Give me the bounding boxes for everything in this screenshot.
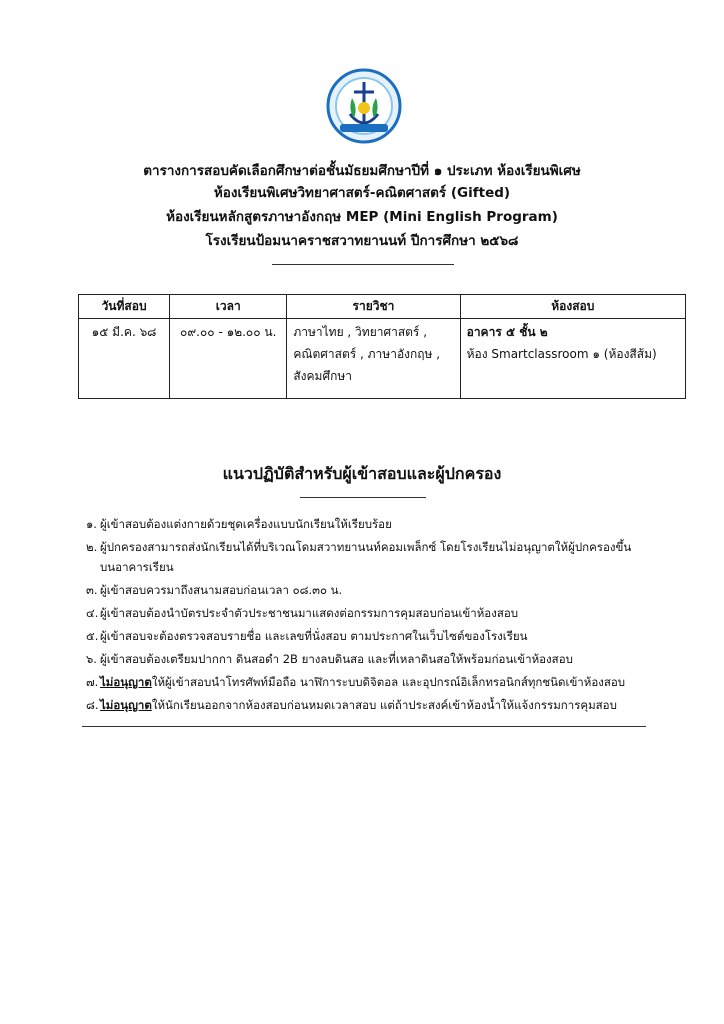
room-name: ห้อง Smartclassroom ๑ (ห้องสีส้ม) xyxy=(466,347,657,361)
header-room: ห้องสอบ xyxy=(460,295,685,319)
subject-line: ภาษาไทย , วิทยาศาสตร์ , xyxy=(293,325,428,339)
list-item xyxy=(86,514,646,534)
list-item xyxy=(86,695,646,715)
exam-schedule-table xyxy=(78,294,686,399)
table-header-row xyxy=(79,295,686,319)
cell-subjects xyxy=(287,319,460,399)
item-number: ๕. xyxy=(86,629,99,643)
item-number: ๒. xyxy=(86,540,98,554)
item-text: ผู้ปกครองสามารถส่งนักเรียนได้ที่บริเวณโดมสวาทยานนท์คอมเพล็กซ์ โดยโรงเรียนไม่อนุญาตให้ผู้ปกครองขึ้นบนอาคารเรียน xyxy=(100,540,632,574)
title-line-1: ตารางการสอบคัดเลือกศึกษาต่อชั้นมัธยมศึกษาปีที่ ๑ ประเภท ห้องเรียนพิเศษ xyxy=(143,163,581,179)
item-text-wrap xyxy=(100,695,646,715)
not-allowed-emphasis: ไม่อนุญาต xyxy=(100,675,152,689)
header-subject: รายวิชา xyxy=(287,295,460,319)
item-text: ผู้เข้าสอบต้องนำบัตรประจำตัวประชาชนมาแสดงต่อกรรมการคุมสอบก่อนเข้าห้องสอบ xyxy=(100,606,519,620)
item-number: ๑. xyxy=(86,517,97,531)
not-allowed-emphasis: ไม่อนุญาต xyxy=(100,698,152,712)
item-number: ๔. xyxy=(86,606,99,620)
title-line-2: ห้องเรียนพิเศษวิทยาศาสตร์-คณิตศาสตร์ (Gifted) xyxy=(213,185,511,201)
guidelines-list xyxy=(86,514,646,718)
list-item xyxy=(86,580,646,600)
cell-date: ๑๕ มี.ค. ๖๘ xyxy=(79,319,170,399)
title-line-3: ห้องเรียนหลักสูตรภาษาอังกฤษ MEP (Mini English Program) xyxy=(166,209,558,225)
item-number: ๓. xyxy=(86,583,98,597)
item-text: ให้ผู้เข้าสอบนำโทรศัพท์มือถือ นาฬิการะบบดิจิตอล และอุปกรณ์อิเล็กทรอนิกส์ทุกชนิดเข้าห้องสอบ xyxy=(151,675,626,689)
subject-line: คณิตศาสตร์ , ภาษาอังกฤษ , xyxy=(293,347,441,361)
list-item xyxy=(86,537,646,577)
school-logo xyxy=(326,68,402,144)
subject-line: สังคมศึกษา xyxy=(293,369,352,383)
cell-time: ๐๙.๐๐ - ๑๒.๐๐ น. xyxy=(170,319,287,399)
item-text: ผู้เข้าสอบต้องเตรียมปากกา ดินสอดำ 2B ยางลบดินสอ และที่เหลาดินสอให้พร้อมก่อนเข้าห้องสอบ xyxy=(100,652,573,666)
header-time: เวลา xyxy=(170,295,287,319)
room-building: อาคาร ๕ ชั้น ๒ xyxy=(466,325,548,339)
item-text: ผู้เข้าสอบควรมาถึงสนามสอบก่อนเวลา ๐๘.๓๐ น. xyxy=(100,583,343,597)
list-item xyxy=(86,649,646,669)
item-number: ๖. xyxy=(86,652,97,666)
item-number: ๗. xyxy=(86,675,99,689)
item-text: ผู้เข้าสอบจะต้องตรวจสอบรายชื่อ และเลขที่นั่งสอบ ตามประกาศในเว็บไซต์ของโรงเรียน xyxy=(100,629,528,643)
table-row xyxy=(79,319,686,399)
cell-room xyxy=(460,319,685,399)
header-date: วันที่สอบ xyxy=(79,295,170,319)
title-line-4: โรงเรียนป้อมนาคราชสวาทยานนท์ ปีการศึกษา ๒๕๖๘ xyxy=(205,233,519,249)
item-number: ๘. xyxy=(86,698,99,712)
item-text: ให้นักเรียนออกจากห้องสอบก่อนหมดเวลาสอบ แต่ถ้าประสงค์เข้าห้องน้ำให้แจ้งกรรมการคุมสอบ xyxy=(151,698,617,712)
divider xyxy=(272,264,454,265)
divider xyxy=(300,497,426,498)
guidelines-title: แนวปฏิบัติสำหรับผู้เข้าสอบและผู้ปกครอง xyxy=(222,464,502,483)
item-text: ผู้เข้าสอบต้องแต่งกายด้วยชุดเครื่องแบบนักเรียนให้เรียบร้อย xyxy=(100,517,392,531)
item-text-wrap xyxy=(100,672,646,692)
list-item xyxy=(86,603,646,623)
list-item xyxy=(86,672,646,692)
list-item xyxy=(86,626,646,646)
bottom-divider xyxy=(82,726,646,727)
